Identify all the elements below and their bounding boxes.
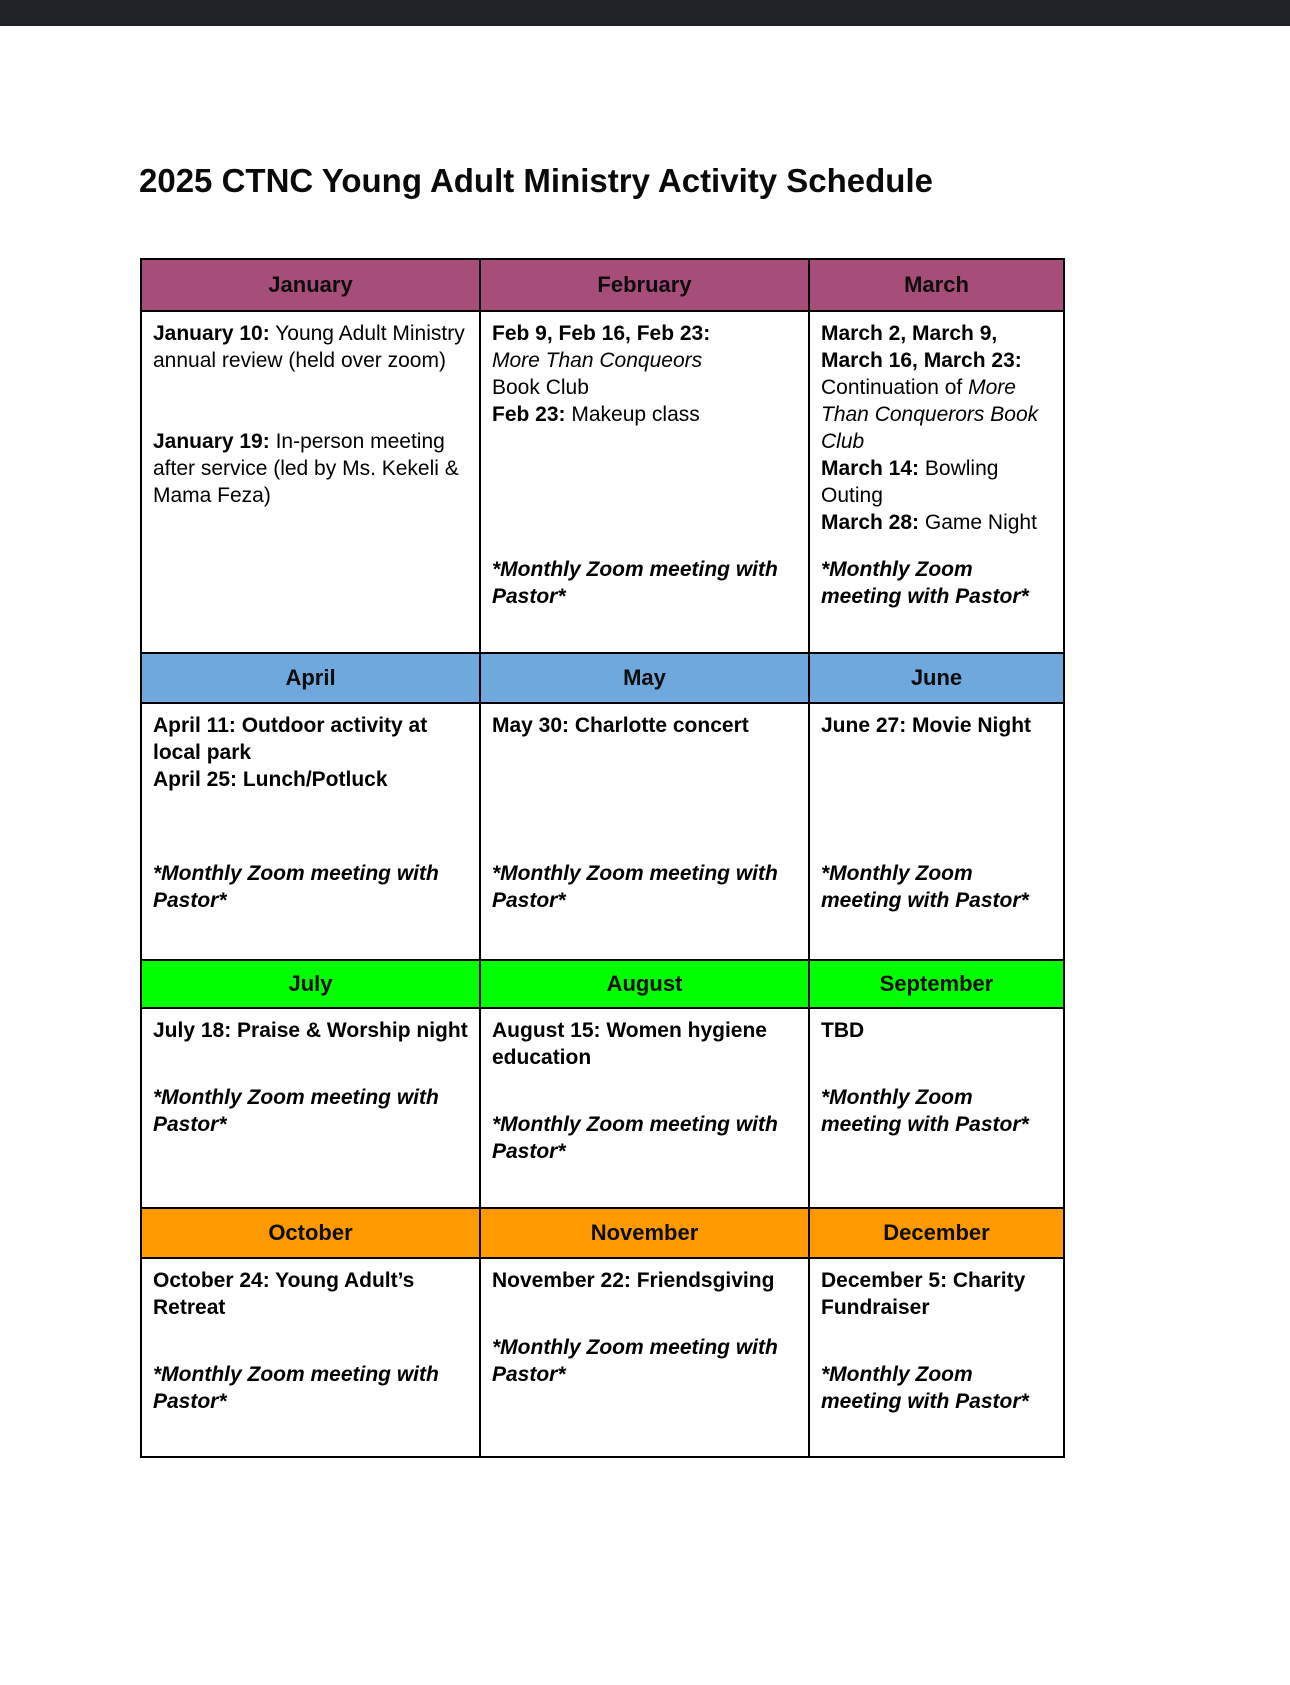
cell-june [809,703,1064,960]
event-feb-23 [492,401,798,428]
cell-march [809,311,1064,653]
cell-august [480,1008,809,1208]
event-march-28 [821,509,1053,536]
event-date: Feb 23: [492,403,566,426]
cell-september-content [810,1009,1063,1138]
event-july-18: July 18: Praise & Worship night [153,1019,468,1042]
month-header-march: March [809,259,1064,311]
monthly-zoom-note: *Monthly Zoom meeting with Pastor* [492,558,778,608]
event-march-14 [821,455,1053,509]
month-header-may: May [480,653,809,703]
event-april-11: April 11: Outdoor activity at local park [153,714,428,764]
q4-body-row [141,1258,1064,1457]
monthly-zoom-note: *Monthly Zoom meeting with Pastor* [153,1363,439,1413]
monthly-zoom-note: *Monthly Zoom meeting with Pastor* [153,862,439,912]
event-feb-dates [492,320,798,347]
monthly-zoom-note: *Monthly Zoom meeting with Pastor* [821,1363,1029,1413]
monthly-zoom-note: *Monthly Zoom meeting with Pastor* [821,862,1029,912]
event-date: January 10: [153,322,270,345]
event-date: March 14: [821,457,920,480]
event-date: March 2, March 9, March 16, March 23: [821,322,1022,372]
event-text: Continuation of [821,376,969,399]
event-december-5: December 5: Charity Fundraiser [821,1269,1026,1319]
month-header-november: November [480,1208,809,1258]
q1-header-row [141,259,1064,311]
event-date: March 28: [821,511,920,534]
month-header-september: September [809,960,1064,1008]
cell-may-content [481,704,808,912]
monthly-zoom-note: *Monthly Zoom meeting with Pastor* [821,1086,1029,1136]
monthly-zoom-note: *Monthly Zoom meeting with Pastor* [821,558,1029,608]
book-club-title: More Than Conqueors [492,349,703,372]
cell-april-content [142,704,479,912]
month-header-june: June [809,653,1064,703]
activity-schedule-table [140,258,1065,1458]
event-march-dates [821,320,1053,374]
event-january-19 [153,428,469,509]
event-september-tbd: TBD [821,1019,865,1042]
month-header-january: January [141,259,480,311]
cell-october-content [142,1259,479,1415]
cell-february-content [481,312,808,608]
event-text: Makeup class [565,403,700,426]
month-header-august: August [480,960,809,1008]
cell-july [141,1008,480,1208]
top-bar [0,0,1290,26]
cell-december [809,1258,1064,1457]
cell-november [480,1258,809,1457]
month-header-april: April [141,653,480,703]
event-date: Feb 9, Feb 16, Feb 23: [492,322,711,345]
event-date: January 19: [153,430,270,453]
q3-header-row [141,960,1064,1008]
page-title: 2025 CTNC Young Adult Ministry Activity Schedule [139,162,933,199]
event-march-bookclub [821,374,1053,455]
event-text: Bowling Outing [821,457,999,507]
q2-header-row [141,653,1064,703]
event-january-10 [153,320,469,374]
cell-august-content [481,1009,808,1165]
cell-november-content [481,1259,808,1388]
cell-april [141,703,480,960]
cell-july-content [142,1009,479,1138]
month-header-july: July [141,960,480,1008]
month-header-october: October [141,1208,480,1258]
book-club-label: Book Club [492,376,589,399]
q1-body-row [141,311,1064,653]
cell-february [480,311,809,653]
monthly-zoom-note: *Monthly Zoom meeting with Pastor* [492,1113,778,1163]
event-may-30: May 30: Charlotte concert [492,714,749,737]
cell-january-content [142,312,479,509]
event-text: Young Adult Ministry annual review (held over zoom) [153,322,465,372]
monthly-zoom-note: *Monthly Zoom meeting with Pastor* [492,862,778,912]
cell-march-content [810,312,1063,608]
monthly-zoom-note: *Monthly Zoom meeting with Pastor* [492,1336,778,1386]
month-header-february: February [480,259,809,311]
event-august-15: August 15: Women hygiene education [492,1019,767,1069]
event-april-25: April 25: Lunch/Potluck [153,768,388,791]
q2-body-row [141,703,1064,960]
q3-body-row [141,1008,1064,1208]
cell-june-content [810,704,1063,912]
cell-january [141,311,480,653]
month-header-december: December [809,1208,1064,1258]
event-text: In-person meeting after service (led by Ms. Kekeli & Mama Feza) [153,430,459,507]
cell-october [141,1258,480,1457]
event-text: Game Night [919,511,1037,534]
q4-header-row [141,1208,1064,1258]
cell-september [809,1008,1064,1208]
event-october-24: October 24: Young Adult’s Retreat [153,1269,415,1319]
cell-december-content [810,1259,1063,1415]
monthly-zoom-note: *Monthly Zoom meeting with Pastor* [153,1086,439,1136]
event-november-22: November 22: Friendsgiving [492,1269,775,1292]
book-club-title: More Than Conquerors Book Club [821,376,1039,453]
event-june-27: June 27: Movie Night [821,714,1032,737]
cell-may [480,703,809,960]
